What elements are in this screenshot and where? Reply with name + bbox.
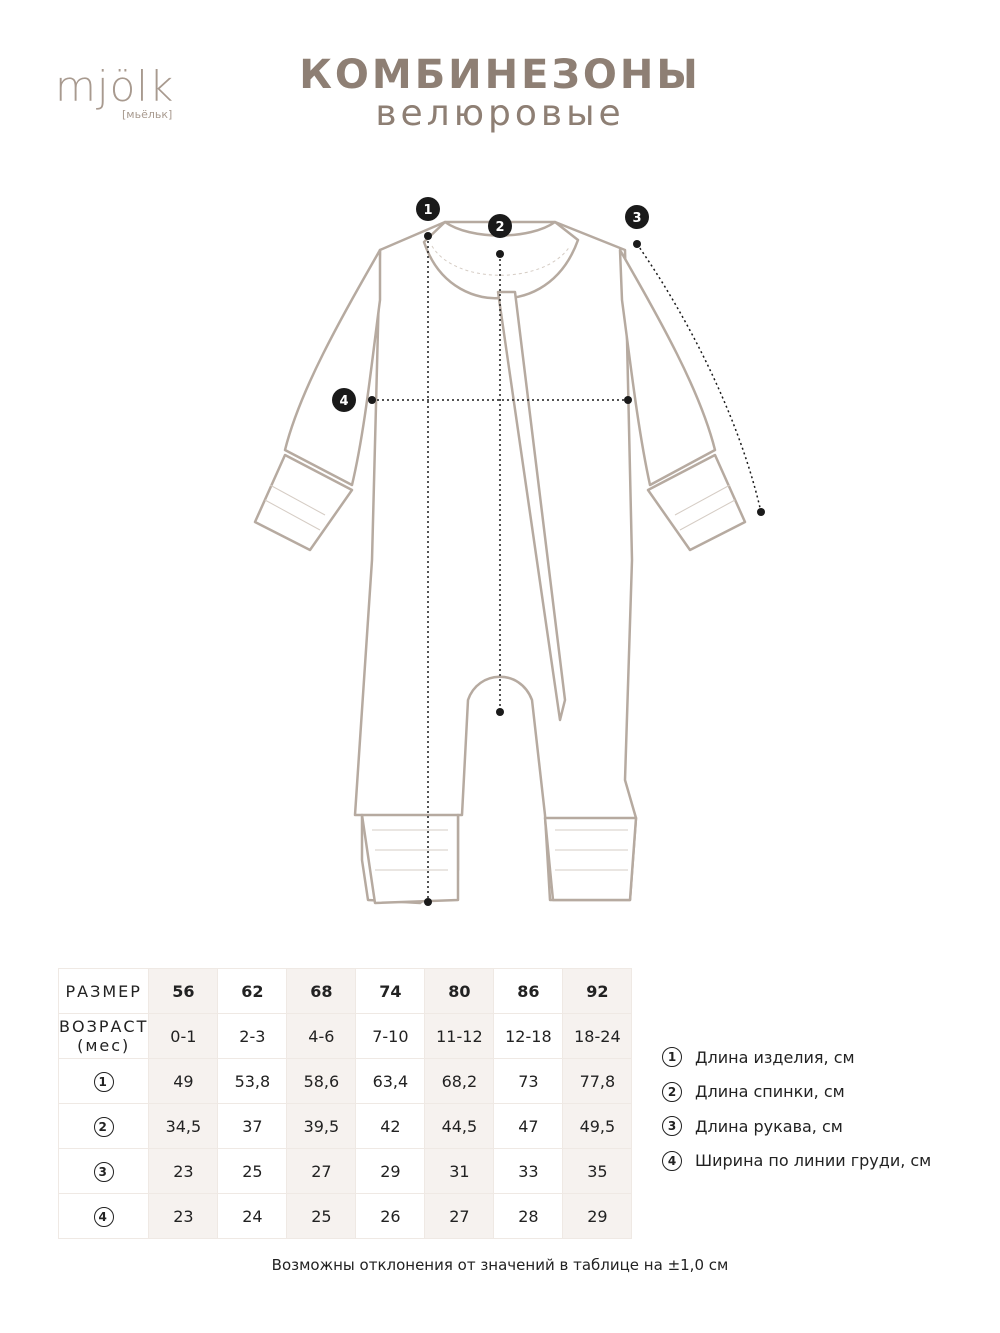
marker-4 bbox=[332, 388, 356, 412]
value-cell: 34,5 bbox=[149, 1104, 218, 1149]
value-cell: 31 bbox=[425, 1149, 494, 1194]
legend-item bbox=[662, 1040, 931, 1075]
marker-icon: 2 bbox=[662, 1082, 682, 1102]
value-cell: 23 bbox=[149, 1149, 218, 1194]
value-cell: 29 bbox=[356, 1149, 425, 1194]
marker-2 bbox=[488, 214, 512, 238]
marker-icon: 3 bbox=[662, 1116, 682, 1136]
row-marker bbox=[59, 1059, 149, 1104]
value-cell: 27 bbox=[287, 1149, 356, 1194]
value-cell: 29 bbox=[563, 1194, 632, 1239]
value-cell: 47 bbox=[494, 1104, 563, 1149]
age-cell: 12-18 bbox=[494, 1014, 563, 1059]
value-cell: 63,4 bbox=[356, 1059, 425, 1104]
measurement-row bbox=[59, 1149, 632, 1194]
value-cell: 24 bbox=[218, 1194, 287, 1239]
measurement-row bbox=[59, 1104, 632, 1149]
age-cell: 0-1 bbox=[149, 1014, 218, 1059]
value-cell: 68,2 bbox=[425, 1059, 494, 1104]
size-label: РАЗМЕР bbox=[59, 969, 149, 1014]
value-cell: 53,8 bbox=[218, 1059, 287, 1104]
value-cell: 26 bbox=[356, 1194, 425, 1239]
size-cell: 80 bbox=[425, 969, 494, 1014]
row-marker bbox=[59, 1104, 149, 1149]
marker-icon: 4 bbox=[662, 1151, 682, 1171]
svg-text:1: 1 bbox=[423, 203, 433, 218]
size-table bbox=[58, 968, 632, 1239]
age-unit: (мес) bbox=[77, 1036, 131, 1055]
age-cell: 4-6 bbox=[287, 1014, 356, 1059]
marker-icon: 4 bbox=[94, 1207, 114, 1227]
size-row bbox=[59, 969, 632, 1014]
value-cell: 25 bbox=[218, 1149, 287, 1194]
legend-item bbox=[662, 1144, 931, 1179]
value-cell: 37 bbox=[218, 1104, 287, 1149]
age-row bbox=[59, 1014, 632, 1059]
value-cell: 73 bbox=[494, 1059, 563, 1104]
measurement-legend bbox=[662, 1040, 931, 1178]
measurement-row bbox=[59, 1059, 632, 1104]
size-cell: 86 bbox=[494, 969, 563, 1014]
marker-icon: 1 bbox=[94, 1072, 114, 1092]
value-cell: 77,8 bbox=[563, 1059, 632, 1104]
value-cell: 23 bbox=[149, 1194, 218, 1239]
measurement-row bbox=[59, 1194, 632, 1239]
value-cell: 25 bbox=[287, 1194, 356, 1239]
value-cell: 42 bbox=[356, 1104, 425, 1149]
svg-text:2: 2 bbox=[495, 220, 505, 235]
row-marker bbox=[59, 1194, 149, 1239]
legend-text: Ширина по линии груди, см bbox=[695, 1151, 932, 1171]
page-title: КОМБИНЕЗОНЫ bbox=[299, 52, 701, 98]
age-cell: 11-12 bbox=[425, 1014, 494, 1059]
age-cell: 2-3 bbox=[218, 1014, 287, 1059]
legend-item bbox=[662, 1075, 931, 1110]
tolerance-note: Возможны отклонения от значений в таблице на ±1,0 см bbox=[271, 1256, 729, 1274]
age-label-text: ВОЗРАСТ bbox=[59, 1017, 149, 1036]
marker-1 bbox=[416, 197, 440, 221]
brand-name: mjölk bbox=[55, 62, 175, 111]
size-cell: 74 bbox=[356, 969, 425, 1014]
page-subtitle: велюровые bbox=[375, 93, 625, 134]
age-cell: 18-24 bbox=[563, 1014, 632, 1059]
size-cell: 68 bbox=[287, 969, 356, 1014]
value-cell: 33 bbox=[494, 1149, 563, 1194]
value-cell: 49 bbox=[149, 1059, 218, 1104]
legend-text: Длина изделия, см bbox=[695, 1047, 855, 1067]
value-cell: 28 bbox=[494, 1194, 563, 1239]
size-cell: 56 bbox=[149, 969, 218, 1014]
size-cell: 92 bbox=[563, 969, 632, 1014]
svg-text:4: 4 bbox=[339, 394, 349, 409]
row-marker bbox=[59, 1149, 149, 1194]
marker-icon: 3 bbox=[94, 1162, 114, 1182]
legend-item bbox=[662, 1109, 931, 1144]
legend-text: Длина спинки, см bbox=[695, 1082, 845, 1102]
age-cell: 7-10 bbox=[356, 1014, 425, 1059]
marker-icon: 1 bbox=[662, 1047, 682, 1067]
brand-sub: [мьёльк] bbox=[122, 108, 173, 121]
value-cell: 39,5 bbox=[287, 1104, 356, 1149]
value-cell: 44,5 bbox=[425, 1104, 494, 1149]
value-cell: 58,6 bbox=[287, 1059, 356, 1104]
marker-3 bbox=[625, 205, 649, 229]
value-cell: 49,5 bbox=[563, 1104, 632, 1149]
value-cell: 35 bbox=[563, 1149, 632, 1194]
svg-text:3: 3 bbox=[632, 211, 642, 226]
size-cell: 62 bbox=[218, 969, 287, 1014]
value-cell: 27 bbox=[425, 1194, 494, 1239]
marker-icon: 2 bbox=[94, 1117, 114, 1137]
age-label bbox=[59, 1014, 149, 1059]
legend-text: Длина рукава, см bbox=[695, 1116, 843, 1136]
